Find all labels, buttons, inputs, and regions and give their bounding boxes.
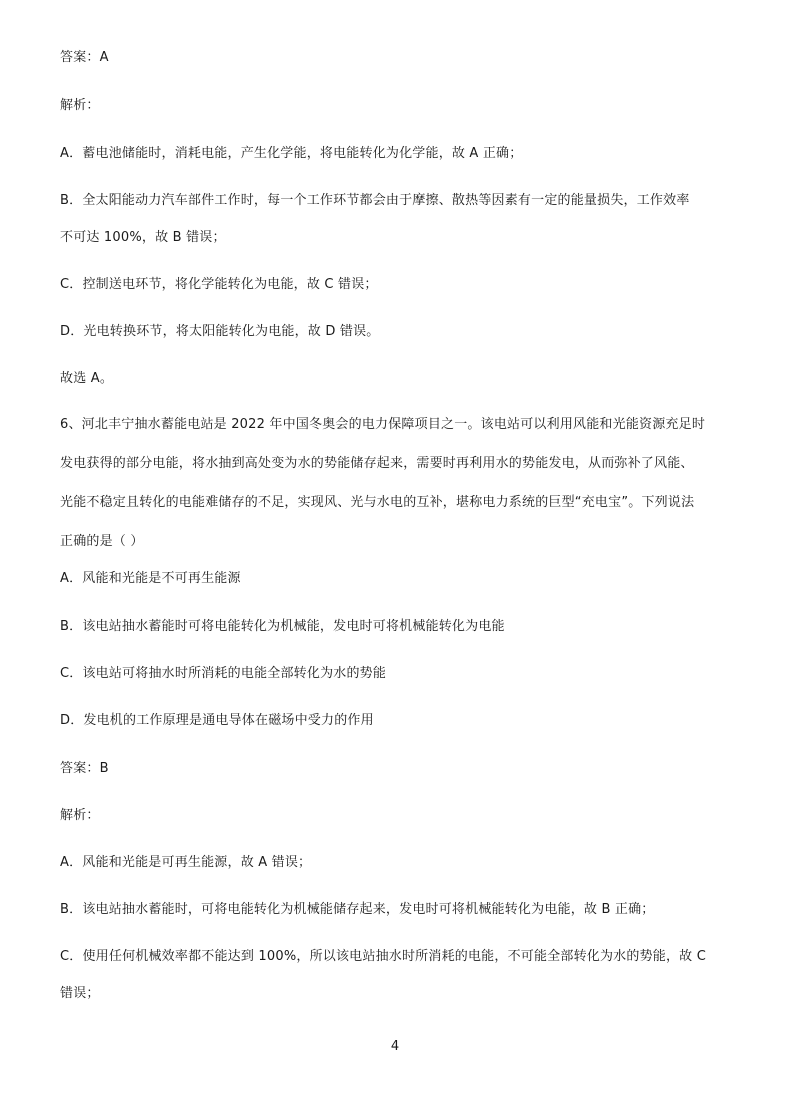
question-6-option-c: C．该电站可将抽水时所消耗的电能全部转化为水的势能 (60, 666, 387, 681)
question-6-stem (60, 416, 740, 551)
question-6-line: 发电获得的部分电能，将水抽到高处变为水的势能储存起来，需要时再利用水的势能发电，从而弥补了风能、 (60, 456, 694, 471)
analysis-option-b: B．该电站抽水蓄能时，可将电能转化为机械能储存起来，发电时可将机械能转化为电能，故 B 正确； (60, 902, 655, 917)
page-number: 4 (390, 1039, 400, 1054)
analysis-option-c-line2: 错误； (60, 986, 100, 1001)
analysis-option-c-line1: C．使用任何机械效率都不能达到 100%，所以该电站抽水时所消耗的电能，不可能全部转化为水的势能，故 C (60, 949, 706, 964)
analysis-option-d: D．光电转换环节，将太阳能转化为电能，故 D 错误。 (60, 324, 380, 339)
question-6-line: 6、河北丰宁抽水蓄能电站是 2022 年中国冬奥会的电力保障项目之一。该电站可以利用风能和光能资源充足时 (60, 417, 706, 432)
question-6-option-b: B．该电站抽水蓄能时可将电能转化为机械能，发电时可将机械能转化为电能 (60, 619, 505, 634)
question-6-line: 光能不稳定且转化的电能难储存的不足，实现风、光与水电的互补，堪称电力系统的巨型“充电宝”。下列说法 (60, 495, 695, 510)
answer-text: 答案：B (60, 761, 109, 776)
question-6-line: 正确的是（ ） (60, 534, 144, 549)
question-6-option-d: D．发电机的工作原理是通电导体在磁场中受力的作用 (60, 713, 374, 728)
analysis-option-a: A．蓄电池储能时，消耗电能，产生化学能，将电能转化为化学能，故 A 正确； (60, 146, 523, 161)
question-6-option-a: A．风能和光能是不可再生能源 (60, 571, 241, 586)
analysis-option-a: A．风能和光能是可再生能源，故 A 错误； (60, 855, 312, 870)
analysis-option-b-line1: B．全太阳能动力汽车部件工作时，每一个工作环节都会由于摩擦、散热等因素有一定的能量损失，工作效率 (60, 193, 690, 208)
analysis-option-c: C．控制送电环节，将化学能转化为电能，故 C 错误； (60, 277, 378, 292)
analysis-label: 解析： (60, 808, 100, 823)
analysis-label: 解析： (60, 98, 100, 113)
conclusion-text: 故选 A。 (60, 371, 114, 386)
analysis-option-b-line2: 不可达 100%，故 B 错误； (60, 230, 226, 245)
answer-text: 答案：A (60, 50, 109, 65)
